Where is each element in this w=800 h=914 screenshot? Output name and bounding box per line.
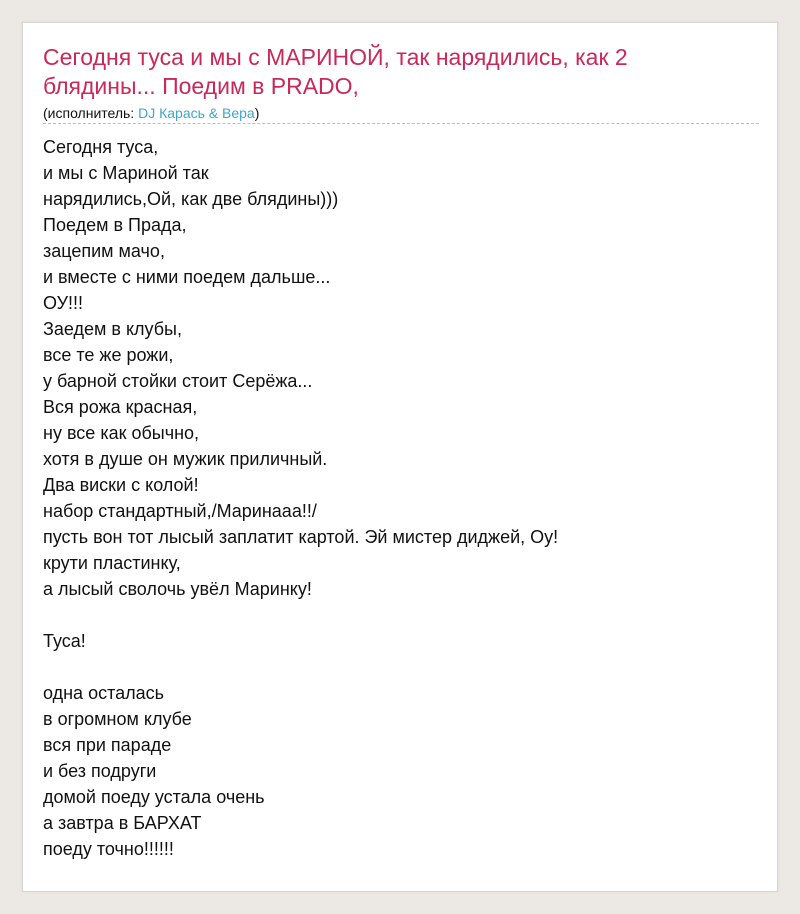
- lyrics-line: Туса!: [43, 631, 86, 651]
- performer-prefix: (исполнитель:: [43, 105, 139, 121]
- lyrics-blank-line: [43, 654, 759, 680]
- lyrics-line: Сегодня туса,: [43, 137, 159, 157]
- performer-suffix: ): [254, 105, 260, 121]
- lyrics-line: и без подруги: [43, 761, 157, 781]
- lyrics-line: а завтра в БАРХАТ: [43, 813, 202, 833]
- lyrics-line: вся при параде: [43, 735, 172, 755]
- song-title: Сегодня туса и мы с МАРИНОЙ, так нарядились, как 2 блядины... Поедим в PRADO,: [43, 44, 628, 99]
- lyrics-card: [22, 22, 778, 892]
- lyrics-line: у барной стойки стоит Серёжа...: [43, 371, 313, 391]
- lyrics-line: одна осталась: [43, 683, 165, 703]
- lyrics-line: все те же рожи,: [43, 345, 174, 365]
- lyrics-line: зацепим мачо,: [43, 241, 165, 261]
- lyrics-line: и вместе с ними поедем дальше...: [43, 267, 331, 287]
- lyrics-line: Поедем в Прада,: [43, 215, 187, 235]
- lyrics-text: [43, 134, 759, 862]
- lyrics-line: поеду точно!!!!!!: [43, 839, 174, 859]
- lyrics-line: крути пластинку,: [43, 553, 181, 573]
- lyrics-line: в огромном клубе: [43, 709, 192, 729]
- lyrics-line: и мы с Мариной так: [43, 163, 209, 183]
- lyrics-blank-line: [43, 602, 759, 628]
- lyrics-line: Два виски с колой!: [43, 475, 199, 495]
- lyrics-line: пусть вон тот лысый заплатит картой. Эй мистер диджей, Оу!: [43, 527, 559, 547]
- lyrics-line: Вся рожа красная,: [43, 397, 198, 417]
- performer-line: [43, 104, 759, 124]
- lyrics-line: Заедем в клубы,: [43, 319, 182, 339]
- lyrics-line: ну все как обычно,: [43, 423, 200, 443]
- lyrics-line: нарядились,Ой, как две блядины))): [43, 189, 339, 209]
- lyrics-line: ОУ!!!: [43, 293, 84, 313]
- artist-link[interactable]: DJ Карась & Вера: [138, 105, 255, 121]
- lyrics-line: набор стандартный,/Маринааа!!/: [43, 501, 317, 521]
- lyrics-line: а лысый сволочь увёл Маринку!: [43, 579, 312, 599]
- lyrics-line: хотя в душе он мужик приличный.: [43, 449, 328, 469]
- lyrics-line: домой поеду устала очень: [43, 787, 265, 807]
